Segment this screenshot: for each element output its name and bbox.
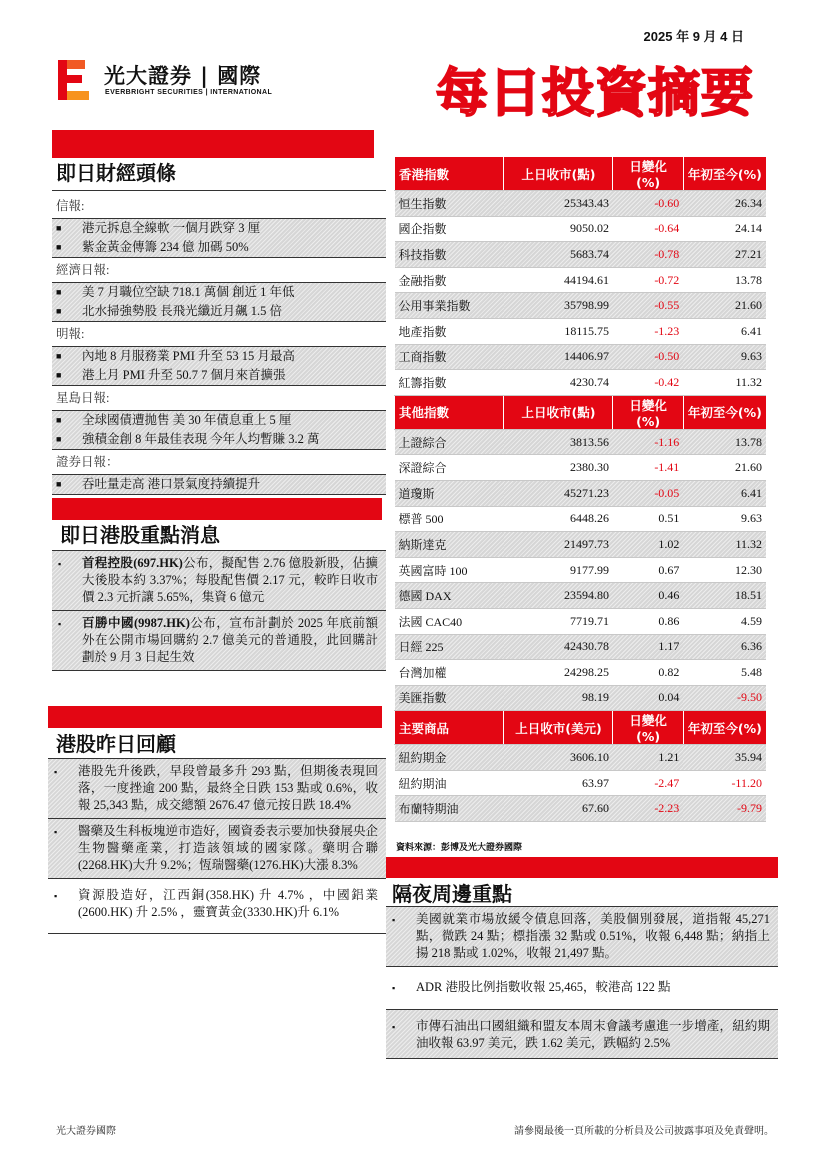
table-header-cell: 其他指數 — [395, 395, 504, 429]
report-date: 2025 年 9 月 4 日 — [643, 29, 744, 44]
index-value-cell: 0.86 — [613, 608, 683, 634]
overnight-text: ADR 港股比例指數收報 25,465，較港高 122 點 — [416, 980, 671, 994]
table-row — [395, 216, 767, 242]
index-value-cell: -0.50 — [613, 344, 683, 370]
table-row — [395, 506, 767, 532]
index-value-cell: 9.63 — [683, 506, 766, 532]
headline-item — [52, 238, 386, 257]
index-value-cell: 6448.26 — [504, 506, 613, 532]
headline-text: 強積金創 8 年最佳表現 今年人均暫賺 3.2 萬 — [82, 432, 320, 446]
headline-group — [52, 258, 386, 322]
headline-source: 信報: — [52, 194, 386, 219]
everbright-logo-icon — [56, 58, 92, 102]
index-value-cell: 0.04 — [613, 685, 683, 711]
index-value-cell: -2.47 — [613, 770, 683, 796]
headline-group — [52, 386, 386, 450]
table-row — [395, 796, 767, 822]
headline-group — [52, 194, 386, 258]
table-row — [395, 745, 767, 771]
index-name-cell: 紅籌指數 — [395, 370, 504, 396]
hk-news-item — [52, 551, 386, 611]
square-bullet-icon: ▪ — [392, 1022, 396, 1032]
index-name-cell: 工商指數 — [395, 344, 504, 370]
table-row — [395, 634, 767, 660]
index-name-cell: 英國富時 100 — [395, 557, 504, 583]
overnight-item — [386, 967, 778, 1010]
overnight-title: 隔夜周邊重點 — [392, 882, 512, 906]
index-value-cell: 0.51 — [613, 506, 683, 532]
index-value-cell: -2.23 — [613, 796, 683, 822]
headline-items — [52, 219, 386, 258]
headline-item — [52, 219, 386, 238]
headline-item — [52, 283, 386, 302]
index-name-cell: 納斯達克 — [395, 532, 504, 558]
table-row — [395, 480, 767, 506]
overnight-item — [386, 1010, 778, 1059]
square-bullet-icon: ▪ — [392, 983, 396, 993]
headline-group — [52, 322, 386, 386]
square-bullet-icon: ▪ — [54, 891, 58, 901]
table-header-cell: 年初至今(%) — [683, 711, 766, 745]
index-value-cell: 18115.75 — [504, 318, 613, 344]
index-name-cell: 公用事業指數 — [395, 293, 504, 319]
index-value-cell: 13.78 — [683, 429, 766, 455]
table-header-row — [395, 711, 767, 745]
table-row — [395, 685, 767, 711]
hk-review-list — [48, 758, 386, 934]
logo-chinese-text: 光大證券 | 國際 — [104, 64, 262, 88]
index-value-cell: 2380.30 — [504, 455, 613, 481]
table-header-cell: 日變化(%) — [613, 395, 683, 429]
table-row — [395, 770, 767, 796]
index-name-cell: 日經 225 — [395, 634, 504, 660]
table-row — [395, 191, 767, 217]
headline-items — [52, 475, 386, 495]
square-bullet-icon: ▪ — [58, 619, 62, 629]
index-value-cell: -0.60 — [613, 191, 683, 217]
headline-item — [52, 302, 386, 321]
table-row — [395, 608, 767, 634]
index-value-cell: 0.82 — [613, 660, 683, 686]
headlines-list — [52, 194, 386, 495]
index-value-cell: 27.21 — [683, 242, 766, 268]
index-value-cell: 3813.56 — [504, 429, 613, 455]
table-header-cell: 年初至今(%) — [683, 157, 766, 191]
company-name: 首程控股(697.HK) — [82, 556, 183, 570]
square-bullet-icon: ▪ — [392, 915, 396, 925]
index-value-cell: 1.02 — [613, 532, 683, 558]
company-name: 百勝中國(9987.HK) — [82, 616, 190, 630]
table-row — [395, 429, 767, 455]
table-header-cell: 香港指數 — [395, 157, 504, 191]
table-row — [395, 455, 767, 481]
square-bullet-icon: ■ — [56, 434, 62, 444]
index-value-cell: 7719.71 — [504, 608, 613, 634]
section-red-bar — [386, 857, 778, 878]
index-name-cell: 上證綜合 — [395, 429, 504, 455]
index-name-cell: 地產指數 — [395, 318, 504, 344]
headline-source: 明報: — [52, 322, 386, 347]
headline-items — [52, 347, 386, 386]
table-row — [395, 267, 767, 293]
index-value-cell: 6.36 — [683, 634, 766, 660]
data-source-note: 資料來源：彭博及光大證券國際 — [396, 843, 523, 853]
index-value-cell: 0.46 — [613, 583, 683, 609]
index-name-cell: 法國 CAC40 — [395, 608, 504, 634]
square-bullet-icon: ■ — [56, 479, 62, 489]
index-value-cell: -0.72 — [613, 267, 683, 293]
headline-text: 全球國債遭拋售 美 30 年債息重上 5 厘 — [82, 413, 292, 427]
headline-item — [52, 430, 386, 449]
index-value-cell: -0.78 — [613, 242, 683, 268]
headline-source: 星島日報: — [52, 386, 386, 411]
headlines-title: 即日財經頭條 — [56, 161, 176, 185]
square-bullet-icon: ■ — [56, 415, 62, 425]
index-value-cell: 98.19 — [504, 685, 613, 711]
index-value-cell: 11.32 — [683, 532, 766, 558]
table-row — [395, 370, 767, 396]
headline-text: 北水掃強勢股 長飛光纖近月飆 1.5 倍 — [82, 304, 283, 318]
hk-review-item — [48, 879, 386, 934]
table-header-cell: 上日收市(美元) — [504, 711, 613, 745]
square-bullet-icon: ▪ — [54, 767, 58, 777]
section-red-bar — [52, 498, 382, 520]
index-value-cell: -0.55 — [613, 293, 683, 319]
index-value-cell: 44194.61 — [504, 267, 613, 293]
hk-review-text: 港股先升後跌，早段曾最多升 293 點，但期後表現回落，一度挫逾 200 點，最終全日跌 153 點或 0.6%，收報 25,343 點，成交總額 2676.47 億元按日跌 18.4% — [78, 764, 378, 812]
square-bullet-icon: ▪ — [58, 559, 62, 569]
logo-english-text: EVERBRIGHT SECURITIES | INTERNATIONAL — [105, 89, 273, 96]
index-value-cell: 45271.23 — [504, 480, 613, 506]
index-name-cell: 標普 500 — [395, 506, 504, 532]
index-value-cell: -1.41 — [613, 455, 683, 481]
table-row — [395, 318, 767, 344]
index-value-cell: -1.23 — [613, 318, 683, 344]
index-value-cell: -0.05 — [613, 480, 683, 506]
table-header-cell: 上日收市(點) — [504, 157, 613, 191]
hk-review-item — [48, 759, 386, 819]
footer-disclaimer: 請參閱最後一頁所載的分析員及公司披露事項及免責聲明。 — [514, 1126, 774, 1137]
table-row — [395, 293, 767, 319]
index-value-cell: 18.51 — [683, 583, 766, 609]
index-value-cell: 26.34 — [683, 191, 766, 217]
index-name-cell: 科技指數 — [395, 242, 504, 268]
index-name-cell: 道瓊斯 — [395, 480, 504, 506]
table-header-cell: 日變化(%) — [613, 711, 683, 745]
market-index-tables — [394, 157, 766, 822]
index-value-cell: 24298.25 — [504, 660, 613, 686]
index-value-cell: 21.60 — [683, 293, 766, 319]
square-bullet-icon: ▪ — [54, 827, 58, 837]
section-red-bar — [52, 130, 374, 158]
index-value-cell: 6.41 — [683, 480, 766, 506]
index-value-cell: -9.50 — [683, 685, 766, 711]
square-bullet-icon: ■ — [56, 351, 62, 361]
index-value-cell: 25343.43 — [504, 191, 613, 217]
hk-review-text: 醫藥及生科板塊逆市造好，國資委表示要加快發展央企生物醫藥產業，打造該領域的國家隊。藥明合聯(2268.HK)大升 9.2%；恆瑞醫藥(1276.HK)大漲 8.3% — [78, 824, 379, 872]
headline-source: 證券日報： — [52, 450, 386, 475]
index-name-cell: 紐約期油 — [395, 770, 504, 796]
headline-item — [52, 366, 386, 385]
hk-news-text — [82, 615, 378, 666]
index-value-cell: 35798.99 — [504, 293, 613, 319]
index-value-cell: 1.21 — [613, 745, 683, 771]
hk-news-list — [52, 550, 386, 671]
index-value-cell: 21497.73 — [504, 532, 613, 558]
table-header-cell: 上日收市(點) — [504, 395, 613, 429]
overnight-text: 市傳石油出口國組織和盟友本周末會議考慮進一步增產，紐約期油收報 63.97 美元，跌 1.62 美元，跌幅約 2.5% — [416, 1019, 770, 1050]
hk-review-title: 港股昨日回顧 — [56, 732, 176, 756]
index-value-cell: -11.20 — [683, 770, 766, 796]
headline-item — [52, 475, 386, 494]
company-logo — [56, 58, 316, 104]
index-value-cell: 9177.99 — [504, 557, 613, 583]
headline-items — [52, 411, 386, 450]
index-table — [394, 157, 766, 822]
headline-items — [52, 283, 386, 322]
index-value-cell: 4230.74 — [504, 370, 613, 396]
table-row — [395, 557, 767, 583]
index-name-cell: 恒生指數 — [395, 191, 504, 217]
headline-item — [52, 347, 386, 366]
table-header-row — [395, 395, 767, 429]
hk-review-item — [48, 819, 386, 879]
headline-text: 美 7 月職位空缺 718.1 萬個 創近 1 年低 — [82, 285, 295, 299]
index-value-cell: 13.78 — [683, 267, 766, 293]
index-name-cell: 台灣加權 — [395, 660, 504, 686]
headline-text: 內地 8 月服務業 PMI 升至 53 15 月最高 — [82, 349, 295, 363]
hk-review-text: 資源股造好，江西銅(358.HK) 升 4.7% ，中國鋁業(2600.HK) 升 2.5% ，靈寶黃金(3330.HK)升 6.1% — [78, 888, 378, 919]
square-bullet-icon: ■ — [56, 287, 62, 297]
headline-text: 港元拆息全線軟 一個月跌穿 3 厘 — [82, 221, 261, 235]
index-value-cell: 0.67 — [613, 557, 683, 583]
square-bullet-icon: ■ — [56, 306, 62, 316]
index-value-cell: 35.94 — [683, 745, 766, 771]
table-header-cell: 主要商品 — [395, 711, 504, 745]
index-name-cell: 金融指數 — [395, 267, 504, 293]
headline-item — [52, 411, 386, 430]
index-name-cell: 紐約期金 — [395, 745, 504, 771]
index-value-cell: -0.42 — [613, 370, 683, 396]
table-row — [395, 344, 767, 370]
news-body: 公布，宣布計劃於 2025 年底前額外在公開市場回購約 2.7 億美元的普通股，此回購計劃於 9 月 3 日起生效 — [82, 616, 378, 664]
index-value-cell: 67.60 — [504, 796, 613, 822]
headlines-top-rule — [52, 190, 386, 191]
index-value-cell: 14406.97 — [504, 344, 613, 370]
index-value-cell: 4.59 — [683, 608, 766, 634]
index-value-cell: 5683.74 — [504, 242, 613, 268]
index-value-cell: 21.60 — [683, 455, 766, 481]
headline-text: 港上月 PMI 升至 50.7 7 個月來首擴張 — [82, 368, 286, 382]
index-value-cell: -0.64 — [613, 216, 683, 242]
index-name-cell: 布蘭特期油 — [395, 796, 504, 822]
index-value-cell: 9.63 — [683, 344, 766, 370]
overnight-text: 美國就業市場放緩令債息回落，美股個別發展，道指報 45,271 點，微跌 24 點；標指漲 32 點或 0.51%，收報 6,448 點；納指上揚 218 點或 1.02%，收報 21,497 點。 — [416, 912, 770, 960]
hk-news-title: 即日港股重點消息 — [60, 523, 220, 547]
index-value-cell: 5.48 — [683, 660, 766, 686]
index-name-cell: 國企指數 — [395, 216, 504, 242]
index-value-cell: 42430.78 — [504, 634, 613, 660]
square-bullet-icon: ■ — [56, 242, 62, 252]
index-value-cell: 63.97 — [504, 770, 613, 796]
headline-source: 經濟日報: — [52, 258, 386, 283]
index-value-cell: -1.16 — [613, 429, 683, 455]
index-value-cell: 24.14 — [683, 216, 766, 242]
headline-text: 紫金黃金傳籌 234 億 加碼 50% — [82, 240, 249, 254]
overnight-item — [386, 907, 778, 967]
index-value-cell: -9.79 — [683, 796, 766, 822]
table-header-row — [395, 157, 767, 191]
headline-text: 吞吐量走高 港口景氣度持續提升 — [82, 477, 261, 491]
index-name-cell: 美匯指數 — [395, 685, 504, 711]
square-bullet-icon: ■ — [56, 223, 62, 233]
index-value-cell: 11.32 — [683, 370, 766, 396]
page-banner-title: 每日投資摘要 — [436, 64, 755, 124]
table-header-cell: 年初至今(%) — [683, 395, 766, 429]
table-header-cell: 日變化(%) — [613, 157, 683, 191]
index-value-cell: 3606.10 — [504, 745, 613, 771]
hk-news-item — [52, 611, 386, 671]
index-name-cell: 德國 DAX — [395, 583, 504, 609]
overnight-list — [386, 906, 778, 1059]
index-value-cell: 9050.02 — [504, 216, 613, 242]
square-bullet-icon: ■ — [56, 370, 62, 380]
table-row — [395, 583, 767, 609]
index-value-cell: 1.17 — [613, 634, 683, 660]
index-value-cell: 12.30 — [683, 557, 766, 583]
index-name-cell: 深證綜合 — [395, 455, 504, 481]
headline-group — [52, 450, 386, 495]
hk-news-text — [82, 555, 378, 606]
index-value-cell: 23594.80 — [504, 583, 613, 609]
footer-company: 光大證券國際 — [56, 1126, 116, 1137]
section-red-bar — [48, 706, 382, 728]
table-row — [395, 242, 767, 268]
index-value-cell: 6.41 — [683, 318, 766, 344]
table-row — [395, 532, 767, 558]
table-row — [395, 660, 767, 686]
news-body: 公布，擬配售 2.76 億股新股，佔擴大後股本約 3.37%；每股配售價 2.17 元，較昨日收市價 2.3 元折讓 5.65%，集資 6 億元 — [82, 556, 378, 604]
